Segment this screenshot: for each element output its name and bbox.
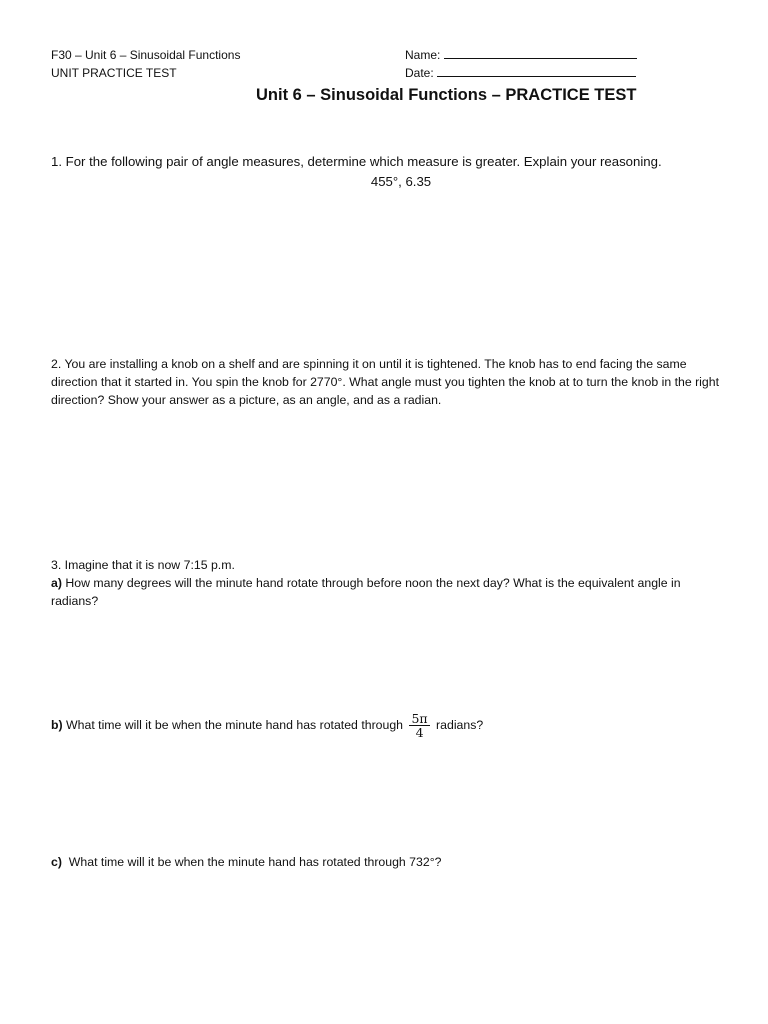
name-field — [405, 47, 637, 64]
question-1 — [51, 152, 731, 192]
question-3a — [51, 574, 731, 610]
date-blank-line — [437, 65, 636, 77]
date-field — [405, 65, 636, 82]
question-1-values: 455°, 6.35 — [370, 174, 432, 189]
question-3 — [51, 556, 731, 610]
page-title: Unit 6 – Sinusoidal Functions – PRACTICE TEST — [256, 86, 637, 104]
question-1-text: 1. For the following pair of angle measures, determine which measure is greater. Explain your reasoning. — [51, 154, 662, 169]
question-3b-text: What time will it be when the minute hand has rotated through — [66, 717, 404, 732]
name-label: Name: — [405, 48, 441, 62]
question-3a-label: a) — [51, 576, 62, 590]
name-blank-line — [444, 47, 637, 59]
question-3c — [51, 853, 731, 871]
question-3c-text: What time will it be when the minute hand has rotated through 732°? — [68, 855, 442, 869]
fraction-5pi-over-4 — [409, 712, 429, 739]
question-3b-label: b) — [51, 717, 63, 732]
question-2: 2. You are installing a knob on a shelf and are spinning it on until it is tightened. The knob has to end facing the same direction that it started in. You spin the knob for 2770°. What angle must you tighten the knob at to turn the knob in the right direction? Show your answer as a picture, as an angle, and as a radian. — [51, 357, 720, 407]
question-3b — [51, 712, 731, 739]
date-label: Date: — [405, 66, 434, 80]
question-3c-label: c) — [51, 855, 62, 869]
test-line: UNIT PRACTICE TEST — [51, 66, 177, 80]
course-line: F30 – Unit 6 – Sinusoidal Functions — [51, 48, 241, 62]
question-3-intro: 3. Imagine that it is now 7:15 p.m. — [51, 558, 235, 572]
question-3b-text-end: radians? — [436, 717, 484, 732]
fraction-denominator: 4 — [415, 725, 424, 740]
question-3a-text: How many degrees will the minute hand rotate through before noon the next day? What is the equivalent angle in radians? — [51, 576, 681, 608]
fraction-numerator: 5π — [411, 711, 428, 726]
